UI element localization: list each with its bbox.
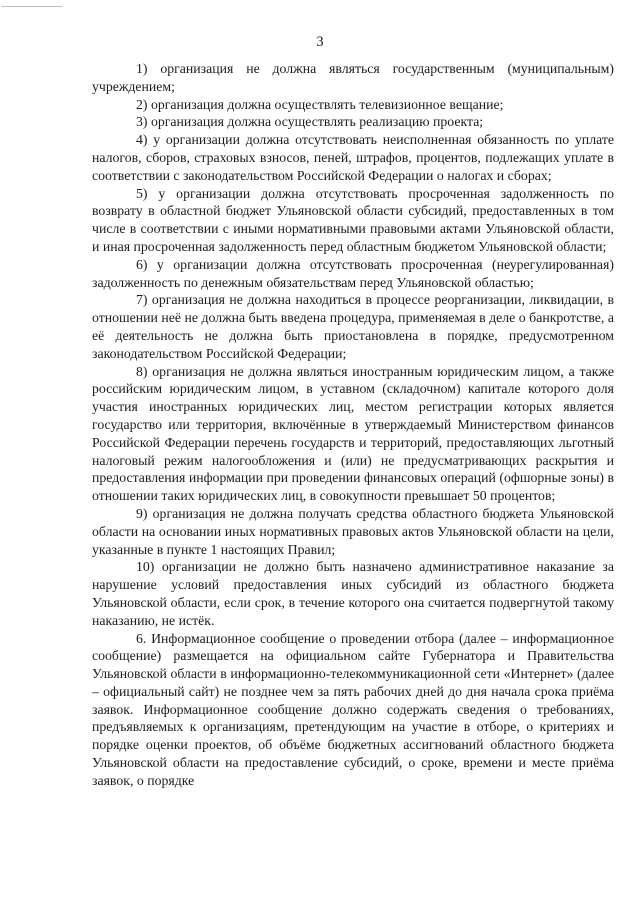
paragraph-item-5: 5) у организации должна отсутствовать просроченная задолженность по возврату в областной бюджет Ульяновской области субсидий, предоставленных в том числе в соответствии с иными нормативными правовыми актами Ульяновской области, и иная просроченная задолженность перед областным бюджетом Ульяновской области;: [92, 185, 614, 254]
paragraph-item-10: 10) организации не должно быть назначено административное наказание за нарушение условий предоставления иных субсидий из областного бюджета Ульяновской области, если срок, в течение которого она считается подвергнутой такому наказанию, не истёк.: [92, 559, 614, 628]
paragraph-item-2: 2) организация должна осуществлять телевизионное вещание;: [136, 96, 504, 112]
paragraph-item-4: 4) у организации должна отсутствовать неисполненная обязанность по уплате налогов, сборов, страховых взносов, пеней, штрафов, процентов, подлежащих уплате в соответствии с законодательством Российской Федерации о налогах и сборах;: [92, 132, 614, 183]
page-number: 3: [316, 34, 324, 50]
paragraph-item-8: 8) организация не должна являться иностранным юридическим лицом, а также российским юридическим лицом, в уставном (складочном) капитале которого доля участия иностранных юридических лиц, местом регистрации которых является государство или территория, включённые в утверждаемый Министерством финансов Российской Федерации перечень государств и территорий, предоставляющих льготный налоговый режим налогообложения и (или) не предусматривающих раскрытия и предоставления информации при проведении финансовых операций (офшорные зоны) в отношении таких юридических лиц, в совокупности превышает 50 процентов;: [92, 363, 614, 504]
paragraph-item-9: 9) организация не должна получать средства областного бюджета Ульяновской области на основании иных нормативных правовых актов Ульяновской области на цели, указанные в пункте 1 настоящих Правил;: [92, 505, 614, 557]
document-body: [92, 60, 614, 790]
paragraph-item-7: 7) организация не должна находиться в процессе реорганизации, ликвидации, в отношении неё не должна быть введена процедура, применяемая в деле о банкротстве, а её деятельность не должна быть приостановлена в порядке, предусмотренном законодательством Российской Федерации;: [92, 292, 614, 361]
paragraph-item-1: 1) организация не должна являться государственным (муниципальным) учреждением;: [92, 61, 614, 94]
paragraph-section-6: 6. Информационное сообщение о проведении отбора (далее – информационное сообщение) размещается на официальном сайте Губернатора и Правительства Ульяновской области в информационно-телекоммуникационной сети «Интернет» (далее – официальный сайт) не позднее чем за пять рабочих дней до дня начала срока приёма заявок. Информационное сообщение должно содержать сведения о требованиях, предъявляемых к организациям, претендующим на участие в отборе, о критериях и порядке оценки проектов, об объёме бюджетных ассигнований областного бюджета Ульяновской области на предоставление субсидий, о сроке, времени и месте приёма заявок, о порядке: [92, 630, 614, 788]
paragraph-item-6: 6) у организации должна отсутствовать просроченная (неурегулированная) задолженность по денежным обязательствам перед Ульяновской областью;: [92, 256, 614, 290]
paragraph-item-3: 3) организация должна осуществлять реализацию проекта;: [136, 114, 484, 130]
scan-artifact-line: [2, 6, 62, 7]
